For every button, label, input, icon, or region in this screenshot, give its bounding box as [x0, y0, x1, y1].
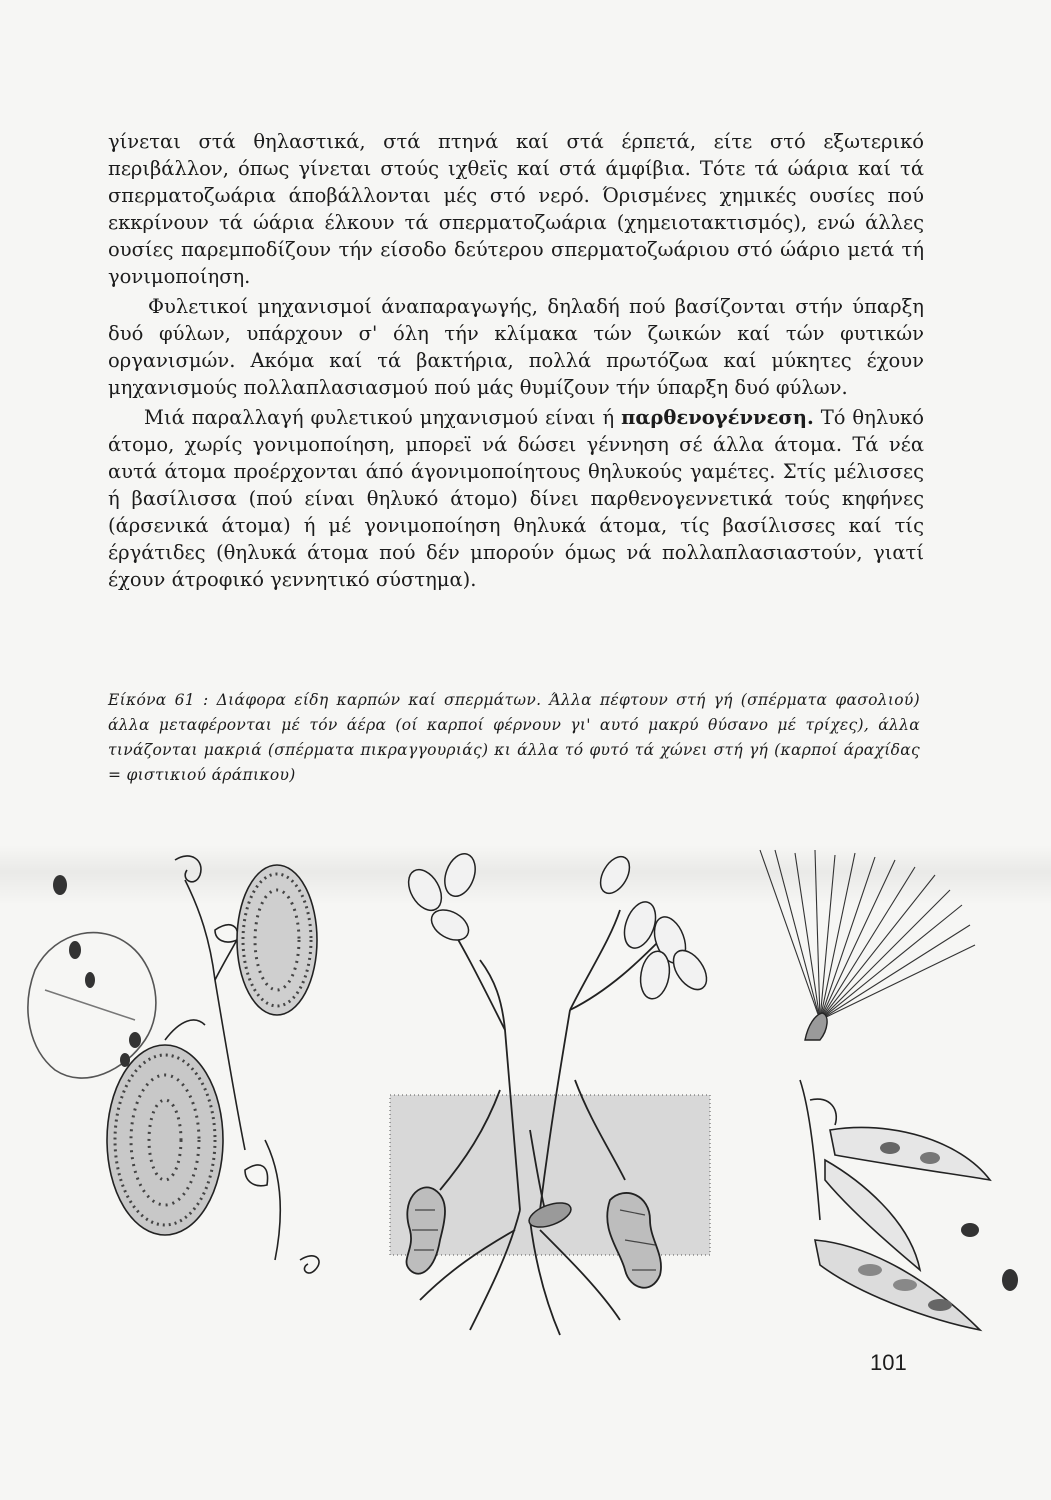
bean-pod-lower: [815, 1240, 980, 1330]
peanut-plant-illustration: [370, 830, 730, 1350]
paragraph-3-rest: Τό θηλυκό άτομο, χωρίς γονιμοποίηση, μπορεϊ νά δώσει γέννηση σέ άλλα άτομα. Τά νέα αυτά άτομα προέρχονται άπό άγονιμοποίητους θηλυκούς γαμέτες. Στίς μέλισσες ή βασίλισσα (πού είναι θηλυκό άτομο) δίνει παρθενογεννετικά τούς κηφήνες (άρσενικά άτομα) ή μέ γονιμοποίηση θηλυκά άτομα, τίς βασίλισσες καί τίς έργάτιδες (θηλυκά άτομα πού δέν μπορούν όμως νά πολλαπλασιαστούν, γιατί έχουν άτροφικό γεννητικό σύστημα).: [108, 406, 924, 591]
paragraph-3: [108, 404, 924, 593]
spiky-fruit-bottom: [107, 1045, 223, 1235]
peanut-pod-left: [406, 1187, 445, 1273]
figure-61: [0, 820, 1051, 1380]
paragraph-1: γίνεται στά θηλαστικά, στά πτηνά καί στά έρπετά, είτε στό εξωτερικό περιβάλλον, όπως γίνεται στούς ιχθεϊς καί στά άμφίβια. Τότε τά ώάρια καί τά σπερματοζωάρια άποβάλλονται μές στό νερό. Όρισμένες χημικές ουσίες πού εκκρίνουν τά ώάρια έλκουν τά σπερματοζωάρια (χημειοτακτισμός), ενώ άλλες ουσίες παρεμποδίζουν τήν είσοδο δεύτερου σπερματοζωάριου στό ώάριο μετά τή γονιμοποίηση.: [108, 130, 924, 288]
parthenogenesis-term: παρθενογέννεση.: [621, 406, 814, 429]
spiky-fruit-top: [237, 865, 317, 1015]
paragraph-3-start: Μιά παραλλαγή φυλετικού μηχανισμού είναι ή: [144, 406, 622, 429]
bean-pod-upper: [830, 1127, 990, 1180]
bean-pods-illustration: [740, 1070, 1020, 1340]
pappus-seed-illustration: [750, 845, 980, 1045]
body-text: [108, 128, 924, 596]
squirting-cucumber-illustration: [15, 840, 375, 1360]
figure-caption: Είκόνα 61 : Διάφορα είδη καρπών καί σπερμάτων. Άλλα πέφτουν στή γή (σπέρματα φασολιού) άλλα μεταφέρονται μέ τόν άέρα (οί καρποί φέρνουν γι' αυτό μακρύ θύσανο μέ τρίχες), άλλα τινάζονται μακριά (σπέρματα πικραγγουριάς) κι άλλα τό φυτό τά χώνει στή γή (καρποί άραχίδας = φιστικιού άράπικου): [108, 691, 920, 784]
page-number: 101: [870, 1350, 907, 1375]
paragraph-2: Φυλετικοί μηχανισμοί άναπαραγωγής, δηλαδή πού βασίζονται στήν ύπαρξη δυό φύλων, υπάρχουν σ' όλη τήν κλίμακα τών ζωικών καί τών φυτικών οργανισμών. Ακόμα καί τά βακτήρια, πολλά πρωτόζωα καί μύκητες έχουν μηχανισμούς πολλαπλασιασμού πού μάς θυμίζουν τήν ύπαρξη δυό φύλων.: [108, 295, 924, 399]
